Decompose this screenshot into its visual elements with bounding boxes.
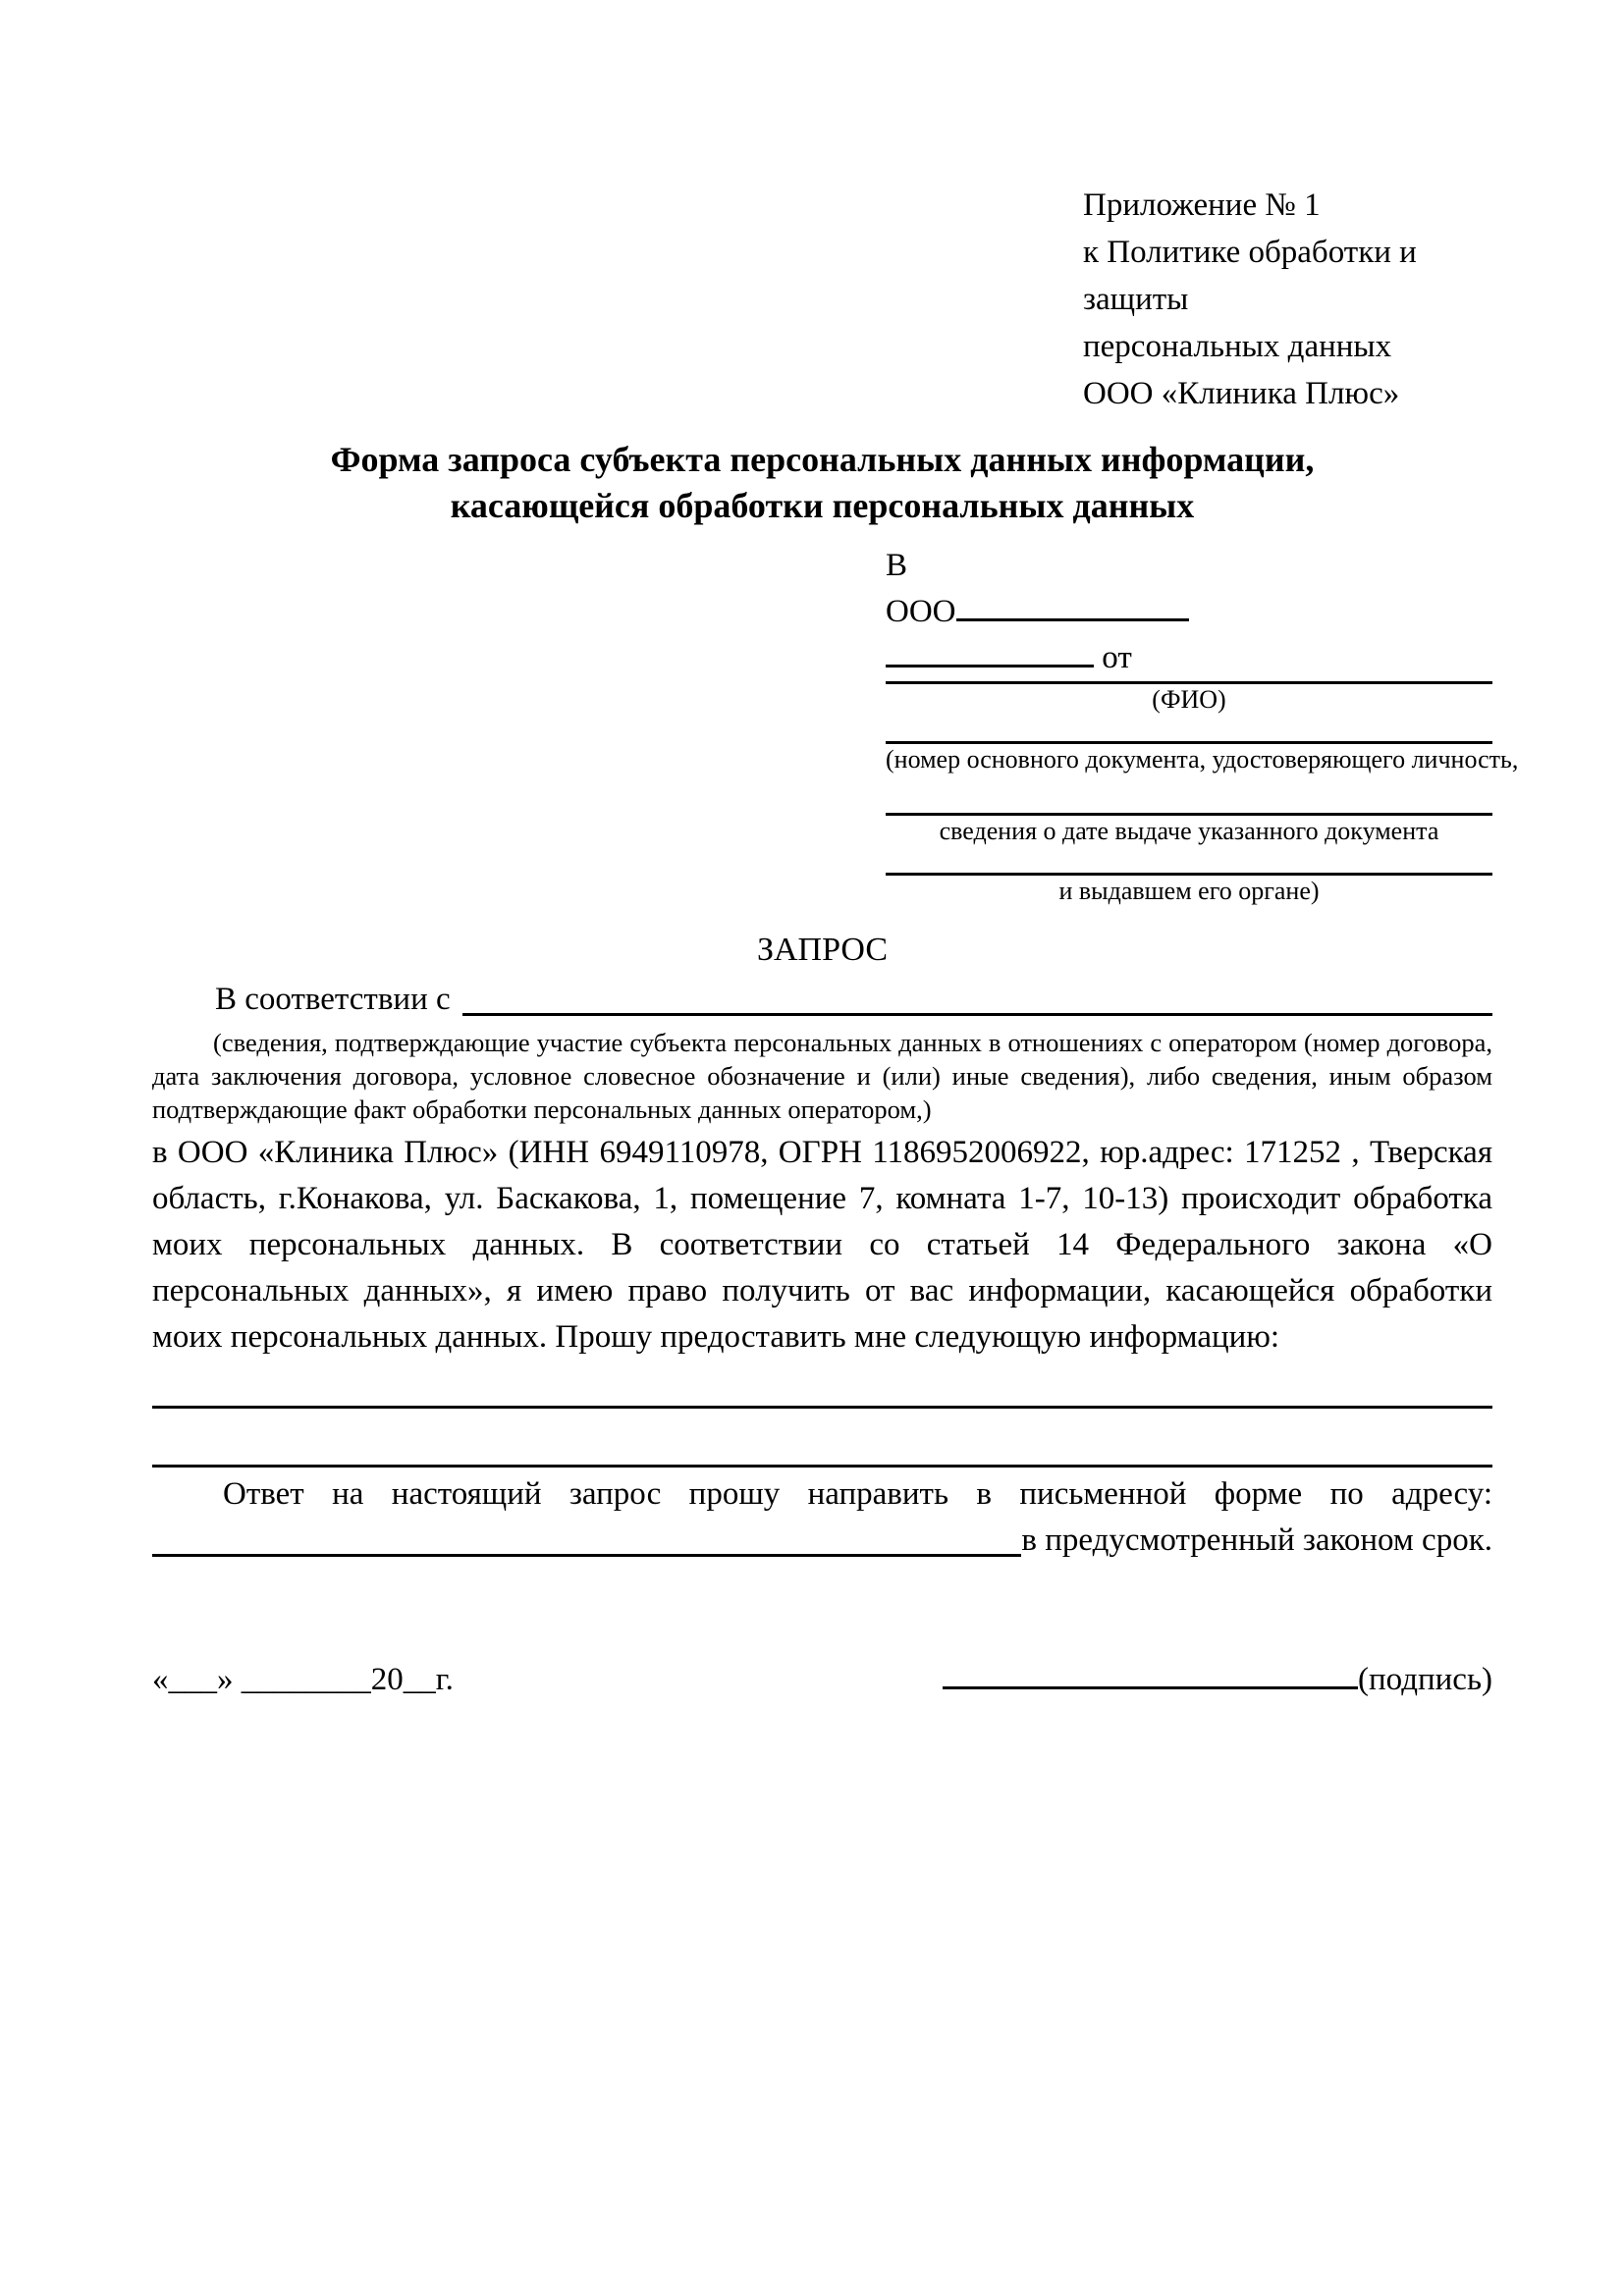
date-line: «___» ________20__г. [152, 1662, 454, 1697]
request-intro-line [152, 977, 1492, 1023]
reply-deadline-label: в предусмотренный законом срок. [1021, 1522, 1492, 1558]
document-title-line-1: Форма запроса субъекта персональных данных информации, [330, 440, 1315, 479]
addressee-company-line [886, 589, 1492, 635]
issuer-field-group [886, 873, 1492, 907]
document-title-line-2: касающейся обработки персональных данных [450, 486, 1195, 525]
reply-instruction-line-1: Ответ на настоящий запрос прошу направить в письменной форме по адресу: [223, 1476, 1492, 1512]
company-prefix-label: ООО [886, 594, 956, 629]
addressee-block [886, 543, 1519, 907]
request-body-paragraph: в ООО «Клиника Плюс» (ИНН 6949110978, ОГРН 1186952006922, юр.адрес: 171252 , Тверская область, г.Конакова, ул. Баскакова, 1, помещение 7, комната 1-7, 10-13) происходит обработка моих персональных данных. В соответствии со статьей 14 Федерального закона «О персональных данных», я имею право получить от вас информации, касающейся обработки моих персональных данных. Прошу предоставить мне следующую информацию: [152, 1135, 1492, 1355]
signature-area [943, 1657, 1492, 1703]
date-signature-row [152, 1657, 1492, 1703]
intro-prefix-label: В соответствии с [215, 982, 451, 1017]
appendix-line-1: Приложение № 1 [1083, 187, 1321, 223]
document-number-caption: (номер основного документа, удостоверяющего личность, [886, 745, 1519, 774]
appendix-line-2: к Политике обработки и защиты [1083, 235, 1417, 317]
requested-info-field-line-1 [152, 1406, 1492, 1409]
addressee-to-label: В [886, 548, 908, 583]
company-name-field [956, 589, 1189, 621]
appendix-header [1083, 182, 1492, 417]
signature-field [943, 1657, 1358, 1689]
issuer-caption: и выдавшем его органе) [1058, 877, 1320, 905]
from-label: от [1102, 640, 1132, 675]
requested-info-field-line-2 [152, 1465, 1492, 1468]
reply-address-field [152, 1554, 1021, 1557]
document-title [152, 437, 1492, 529]
signature-caption: (подпись) [1358, 1662, 1492, 1697]
legal-basis-field [462, 1013, 1492, 1016]
appendix-line-3: персональных данных [1083, 329, 1392, 364]
document-number-field-group [886, 741, 1519, 775]
intro-footnote: (сведения, подтверждающие участие субъекта персональных данных в отношениях с оператором (номер договора, дата заключения договора, условное словесное обозначение и (или) иные сведения), либо сведения, иным образом подтверждающие факт обработки персональных данных оператором,) [152, 1028, 1492, 1124]
request-heading: ЗАПРОС [756, 932, 889, 968]
applicant-name-field [886, 635, 1094, 667]
appendix-line-4: ООО «Клиника Плюс» [1083, 376, 1400, 411]
issue-date-caption: сведения о дате выдаче указанного документа [939, 817, 1439, 845]
addressee-from-line [886, 635, 1492, 681]
fio-field-group [886, 681, 1492, 716]
issue-date-field-group [886, 813, 1492, 847]
fio-caption: (ФИО) [1152, 685, 1226, 714]
reply-instruction-line-2 [152, 1518, 1492, 1564]
